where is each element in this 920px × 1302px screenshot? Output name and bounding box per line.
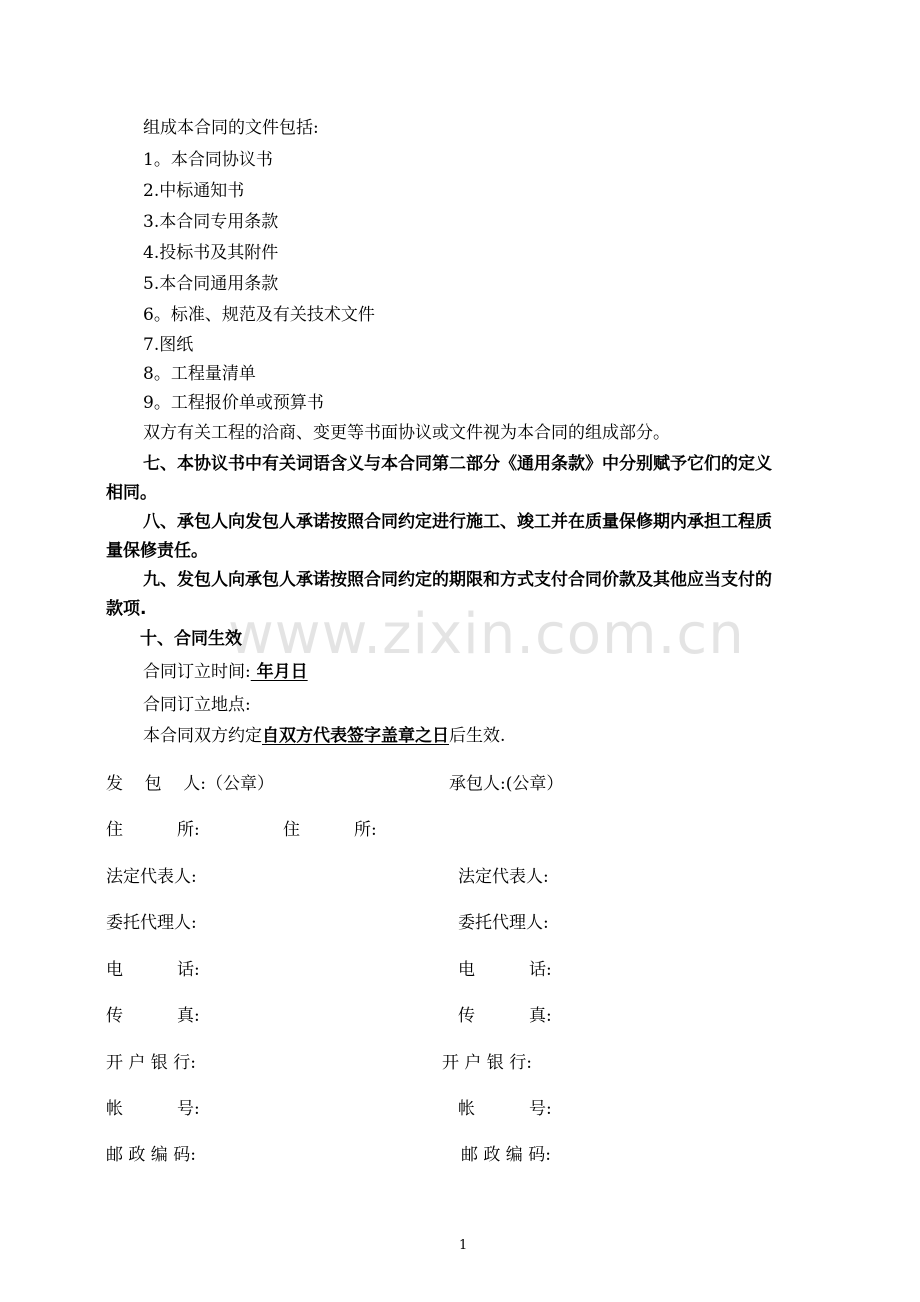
right-agent: 委托代理人: xyxy=(458,913,549,933)
contents-intro: 组成本合同的文件包括: xyxy=(143,118,319,138)
right-fax: 传 真: xyxy=(458,1006,552,1026)
contents-closing: 双方有关工程的洽商、变更等书面协议或文件视为本合同的组成部分。 xyxy=(143,423,670,443)
clause-9-line-2: 款项. xyxy=(106,599,147,619)
contract-place-label: 合同订立地点: xyxy=(143,695,251,715)
page-number: 1 xyxy=(459,1238,468,1253)
right-account: 帐 号: xyxy=(458,1099,552,1119)
contents-item-4: 4.投标书及其附件 xyxy=(143,243,279,263)
clause-8-line-1: 八、承包人向发包人承诺按照合同约定进行施工、竣工并在质量保修期内承担工程质 xyxy=(143,512,772,532)
left-fax: 传 真: xyxy=(106,1006,200,1026)
contents-item-9: 9。工程报价单或预算书 xyxy=(143,393,324,413)
right-phone: 电 话: xyxy=(458,960,552,980)
effect-suffix: 后生效. xyxy=(449,726,506,746)
left-legal-rep: 法定代表人: xyxy=(106,867,197,887)
contract-time-value: 年月日 xyxy=(250,662,308,682)
left-agent: 委托代理人: xyxy=(106,913,197,933)
right-party: 承包人:(公章） xyxy=(449,774,564,794)
contents-item-8: 8。工程量清单 xyxy=(143,364,256,384)
left-bank: 开 户 银 行: xyxy=(106,1053,196,1073)
contract-effect-row xyxy=(143,724,505,748)
right-legal-rep: 法定代表人: xyxy=(458,867,549,887)
effect-prefix: 本合同双方约定 xyxy=(143,726,262,746)
contents-item-6: 6。标准、规范及有关技术文件 xyxy=(143,305,375,325)
contents-item-2: 2.中标通知书 xyxy=(143,181,245,201)
left-account: 帐 号: xyxy=(106,1099,200,1119)
contents-item-3: 3.本合同专用条款 xyxy=(143,212,279,232)
clause-8-line-2: 量保修责任。 xyxy=(106,541,208,561)
contents-item-1: 1。本合同协议书 xyxy=(143,150,273,170)
clause-7-line-2: 相同。 xyxy=(106,483,157,503)
right-bank: 开 户 银 行: xyxy=(442,1053,532,1073)
clause-9-line-1: 九、发包人向承包人承诺按照合同约定的期限和方式支付合同价款及其他应当支付的 xyxy=(143,570,772,590)
left-address: 住 所: xyxy=(106,820,200,840)
left-postcode: 邮 政 编 码: xyxy=(106,1145,196,1165)
clause-10-heading: 十、合同生效 xyxy=(140,629,242,649)
effect-underlined: 自双方代表签字盖章之日 xyxy=(262,726,449,746)
contents-item-7: 7.图纸 xyxy=(143,335,194,355)
contract-time-label: 合同订立时间: xyxy=(143,662,251,682)
right-address: 住 所: xyxy=(283,820,377,840)
contents-item-5: 5.本合同通用条款 xyxy=(143,274,279,294)
clause-7-line-1: 七、本协议书中有关词语含义与本合同第二部分《通用条款》中分别赋予它们的定义 xyxy=(143,454,772,474)
watermark: www.zixin.com.cn xyxy=(228,602,745,667)
left-phone: 电 话: xyxy=(106,960,200,980)
left-party: 发 包 人:（公章） xyxy=(106,774,274,794)
right-postcode: 邮 政 编 码: xyxy=(461,1145,551,1165)
contract-time-row xyxy=(143,660,308,684)
